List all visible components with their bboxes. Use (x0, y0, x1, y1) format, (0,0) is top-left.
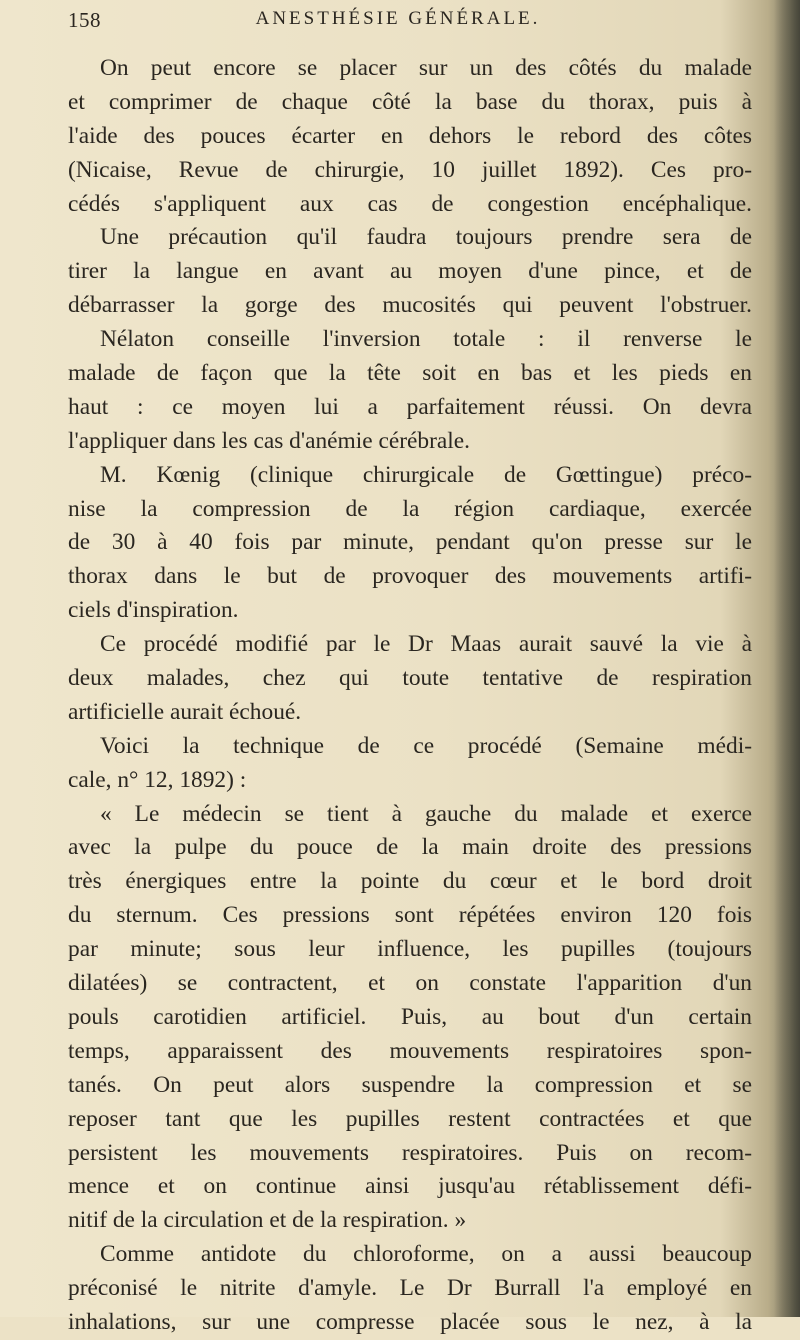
running-title: ANESTHÉSIE GÉNÉRALE. (255, 8, 541, 29)
text-line: malade de façon que la tête soit en bas et les pieds en (68, 360, 752, 387)
text-line: avec la pulpe du pouce de la main droite des pressions (68, 834, 752, 861)
text-line: persistent les mouvements respiratoires. Puis on recom- (68, 1139, 752, 1166)
text-line: mence et on continue ainsi jusqu'au rétablissement défi- (68, 1173, 752, 1200)
text-line: inhalations, sur une compresse placée sous le nez, à la (68, 1308, 752, 1335)
text-line: l'appliquer dans les cas d'anémie cérébrale. (68, 427, 470, 454)
text-line: cale, n° 12, 1892) : (68, 766, 247, 793)
text-line: très énergiques entre la pointe du cœur et le bord droit (68, 868, 752, 895)
text-line: « Le médecin se tient à gauche du malade et exerce (100, 800, 752, 827)
text-line: Voici la technique de ce procédé (Semaine médi- (100, 732, 752, 759)
text-line: haut : ce moyen lui a parfaitement réussi. On devra (68, 393, 752, 420)
text-line: tanés. On peut alors suspendre la compression et se (68, 1071, 752, 1098)
text-line: de 30 à 40 fois par minute, pendant qu'on presse sur le (68, 529, 752, 556)
text-line: deux malades, chez qui toute tentative de respiration (68, 665, 752, 692)
text-line: Une précaution qu'il faudra toujours prendre sera de (100, 224, 752, 251)
text-line: Nélaton conseille l'inversion totale : il renverse le (100, 326, 752, 353)
text-line: (Nicaise, Revue de chirurgie, 10 juillet 1892). Ces pro- (68, 156, 752, 183)
text-line: pouls carotidien artificiel. Puis, au bout d'un certain (68, 1003, 752, 1030)
text-line: l'aide des pouces écarter en dehors le rebord des côtes (68, 122, 752, 149)
text-line: ciels d'inspiration. (68, 597, 239, 624)
page-header (68, 8, 748, 38)
text-line: nitif de la circulation et de la respiration. » (68, 1207, 467, 1234)
text-line: Comme antidote du chloroforme, on a aussi beaucoup (100, 1241, 752, 1268)
text-line: reposer tant que les pupilles restent contractées et que (68, 1105, 752, 1132)
text-line: débarrasser la gorge des mucosités qui peuvent l'obstruer. (68, 292, 752, 319)
text-line: On peut encore se placer sur un des côtés du malade (100, 55, 752, 81)
text-line: et comprimer de chaque côté la base du thorax, puis à (68, 88, 752, 115)
page-edge-shadow (774, 0, 800, 1317)
text-line: cédés s'appliquent aux cas de congestion encéphalique. (68, 190, 752, 217)
text-line: dilatées) se contractent, et on constate l'apparition d'un (68, 970, 752, 997)
text-line: par minute; sous leur influence, les pupilles (toujours (68, 936, 752, 963)
page-number: 158 (68, 8, 101, 32)
text-line: M. Kœnig (clinique chirurgicale de Gœttingue) préco- (100, 461, 752, 488)
text-line: du sternum. Ces pressions sont répétées environ 120 fois (68, 902, 752, 929)
text-line: thorax dans le but de provoquer des mouvements artifi- (68, 563, 752, 590)
text-line: temps, apparaissent des mouvements respiratoires spon- (68, 1037, 752, 1064)
text-line: Ce procédé modifié par le Dr Maas aurait sauvé la vie à (100, 631, 752, 658)
body-text (68, 52, 752, 1340)
text-line: artificielle aurait échoué. (68, 698, 302, 725)
text-line: tirer la langue en avant au moyen d'une pince, et de (68, 258, 752, 285)
text-line: nise la compression de la région cardiaque, exercée (68, 495, 752, 522)
text-line: préconisé le nitrite d'amyle. Le Dr Burrall l'a employé en (68, 1275, 752, 1302)
